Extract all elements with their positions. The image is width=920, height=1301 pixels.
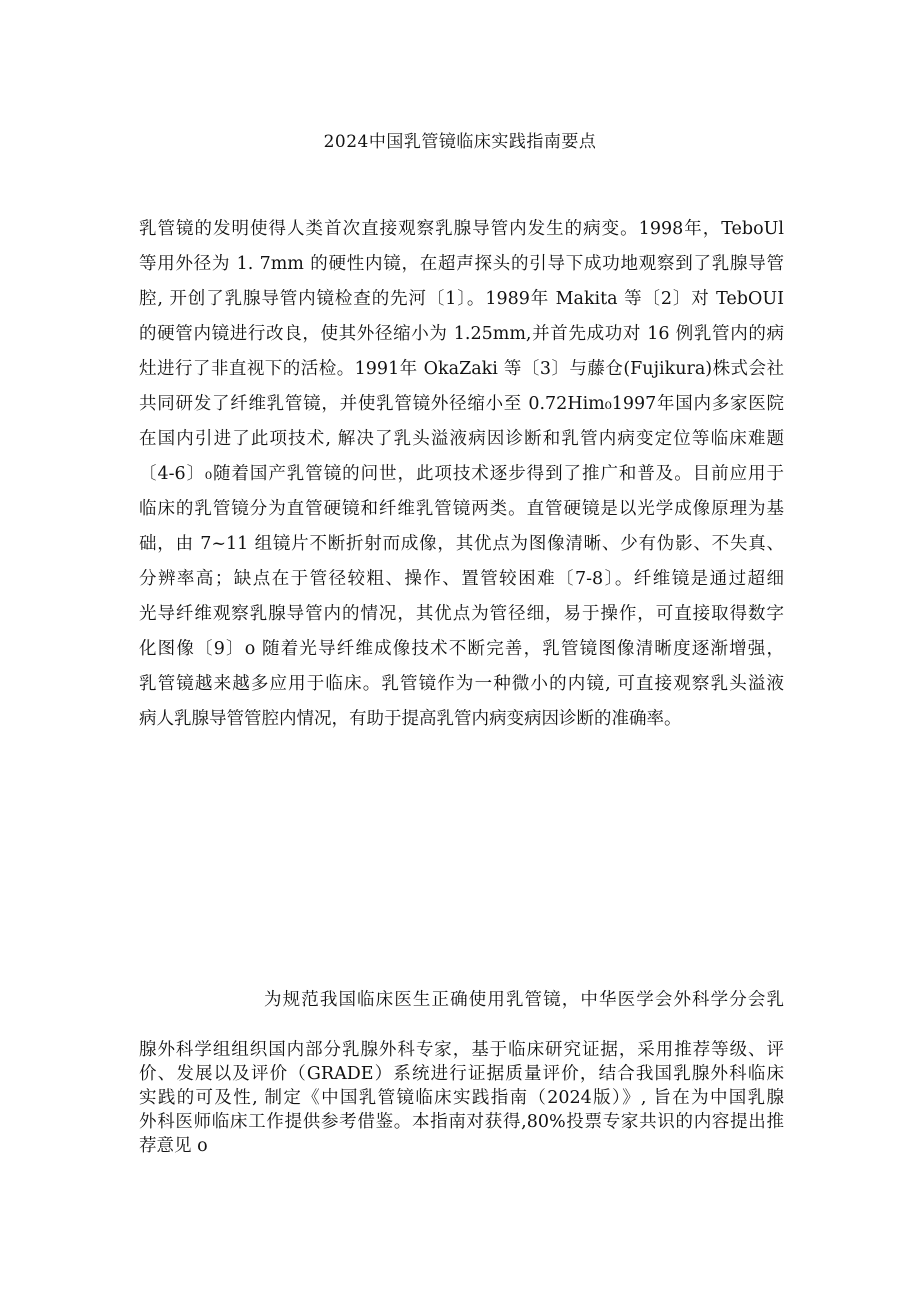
- paragraph-1: [139, 212, 784, 737]
- paragraph-line: 腺外科学组组织国内部分乳腺外科专家，基于临床研究证据，采用推荐等级、评: [139, 1040, 784, 1060]
- paragraph-line: 光导纤维观察乳腺导管内的情况，其优点为管径细，易于操作，可直接取得数字: [139, 604, 784, 624]
- paragraph-line: 乳管镜的发明使得人类首次直接观察乳腺导管内发生的病变。1998年，TeboUl: [139, 219, 784, 239]
- paragraph-line: 分辨率高；缺点在于管径较粗、操作、置管较困难〔7-8〕。纤维镜是通过超细: [139, 569, 784, 589]
- paragraph-line: 共同研发了纤维乳管镜，并使乳管镜外径缩小至 0.72Him₀1997年国内多家医院: [139, 394, 784, 414]
- paragraph-line: 实践的可及性, 制定《中国乳管镜临床实践指南（2024版）》, 旨在为中国乳腺: [139, 1088, 784, 1108]
- paragraph-2: [139, 1038, 784, 1158]
- paragraph-line: 灶进行了非直视下的活检。1991年 OkaZaki 等〔3〕与藤仓(Fujikura)株式会社: [139, 359, 784, 379]
- paragraph-line: 外科医师临床工作提供参考借鉴。本指南对获得,80%投票专家共识的内容提出推: [139, 1112, 784, 1132]
- paragraph-line: 临床的乳管镜分为直管硬镜和纤维乳管镜两类。直管硬镜是以光学成像原理为基: [139, 499, 784, 519]
- paragraph-line: 等用外径为 1. 7mm 的硬性内镜，在超声探头的引导下成功地观察到了乳腺导管: [139, 254, 784, 274]
- paragraph-line: 础，由 7~11 组镜片不断折射而成像，其优点为图像清晰、少有伪影、不失真、: [139, 534, 784, 554]
- paragraph-line: 腔, 开创了乳腺导管内镜检查的先河〔1〕。1989年 Makita 等〔2〕对 TebOUI: [139, 289, 784, 309]
- paragraph-line: 化图像〔9〕o 随着光导纤维成像技术不断完善，乳管镜图像清晰度逐渐增强，: [139, 639, 784, 659]
- document-title: 2024中国乳管镜临床实践指南要点: [323, 132, 597, 152]
- paragraph-line: 在国内引进了此项技术, 解决了乳头溢液病因诊断和乳管内病变定位等临床难题: [139, 429, 784, 449]
- paragraph-line: 荐意见 o: [139, 1136, 208, 1156]
- paragraph-line: 价、发展以及评价（GRADE）系统进行证据质量评价，结合我国乳腺外科临床: [139, 1064, 784, 1084]
- paragraph-line: 乳管镜越来越多应用于临床。乳管镜作为一种微小的内镜, 可直接观察乳头溢液: [139, 674, 784, 694]
- paragraph-2-first-line: 为规范我国临床医生正确使用乳管镜，中华医学会外科学分会乳: [264, 990, 784, 1010]
- paragraph-line: 病人乳腺导管管腔内情况，有助于提高乳管内病变病因诊断的准确率。: [139, 709, 682, 729]
- paragraph-line: 〔4-6〕₀随着国产乳管镜的问世，此项技术逐步得到了推广和普及。目前应用于: [139, 464, 784, 484]
- paragraph-line: 的硬管内镜进行改良，使其外径缩小为 1.25mm,并首先成功对 16 例乳管内的病: [139, 324, 784, 344]
